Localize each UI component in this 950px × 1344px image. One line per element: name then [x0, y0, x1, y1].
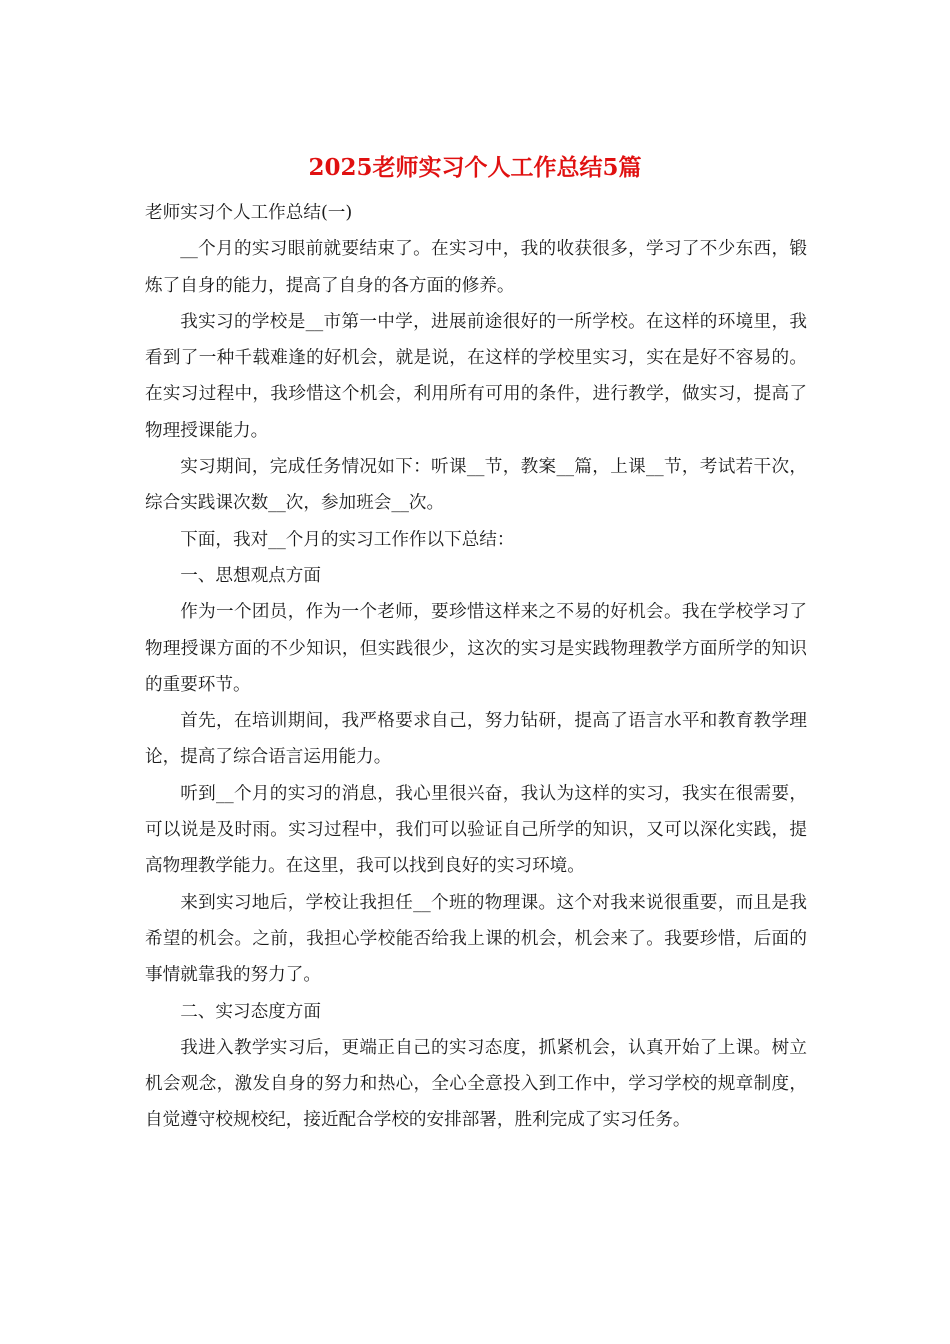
- paragraph-4: 下面，我对__个月的实习工作作以下总结：: [180, 529, 515, 550]
- subheading-1: 一、思想观点方面: [180, 565, 321, 586]
- paragraph-5: 作为一个团员，作为一个老师，要珍惜这样来之不易的好机会。我在学校学习了物理授课方面的不少知识，但实践很少，这次的实习是实践物理教学方面所学的知识的重要环节。: [145, 602, 807, 695]
- subheading-2: 二、实习态度方面: [180, 1001, 321, 1022]
- paragraph-2: 我实习的学校是__市第一中学，进展前途很好的一所学校。在这样的环境里，我看到了一种千载难逢的好机会，就是说，在这样的学校里实习，实在是好不容易的。在实习过程中，我珍惜这个机会，利用所有可用的条件，进行教学，做实习，提高了物理授课能力。: [145, 311, 807, 441]
- paragraph-7: 听到__个月的实习的消息，我心里很兴奋，我认为这样的实习，我实在很需要，可以说是及时雨。实习过程中，我们可以验证自己所学的知识，又可以深化实践，提高物理教学能力。在这里，我可以找到良好的实习环境。: [145, 783, 807, 877]
- paragraph-1: __个月的实习眼前就要结束了。在实习中，我的收获很多，学习了不少东西，锻炼了自身的能力，提高了自身的各方面的修养。: [145, 239, 807, 296]
- paragraph-8: 来到实习地后，学校让我担任__个班的物理课。这个对我来说很重要，而且是我希望的机会。之前，我担心学校能否给我上课的机会，机会来了。我要珍惜，后面的事情就靠我的努力了。: [145, 892, 807, 986]
- document-title: 2025老师实习个人工作总结5篇: [308, 154, 642, 181]
- paragraph-9: 我进入教学实习后，更端正自己的实习态度，抓紧机会，认真开始了上课。树立机会观念，激发自身的努力和热心，全心全意投入到工作中，学习学校的规章制度，自觉遵守校规校纪，接近配合学校的安排部署，胜利完成了实习任务。: [145, 1037, 807, 1131]
- paragraph-6: 首先，在培训期间，我严格要求自己，努力钻研，提高了语言水平和教育教学理论，提高了综合语言运用能力。: [145, 711, 807, 768]
- paragraph-3: 实习期间，完成任务情况如下：听课__节，教案__篇，上课__节，考试若干次，综合实践课次数__次，参加班会__次。: [145, 457, 807, 514]
- section-heading: 老师实习个人工作总结(一): [145, 203, 353, 223]
- document-body: [145, 195, 807, 1139]
